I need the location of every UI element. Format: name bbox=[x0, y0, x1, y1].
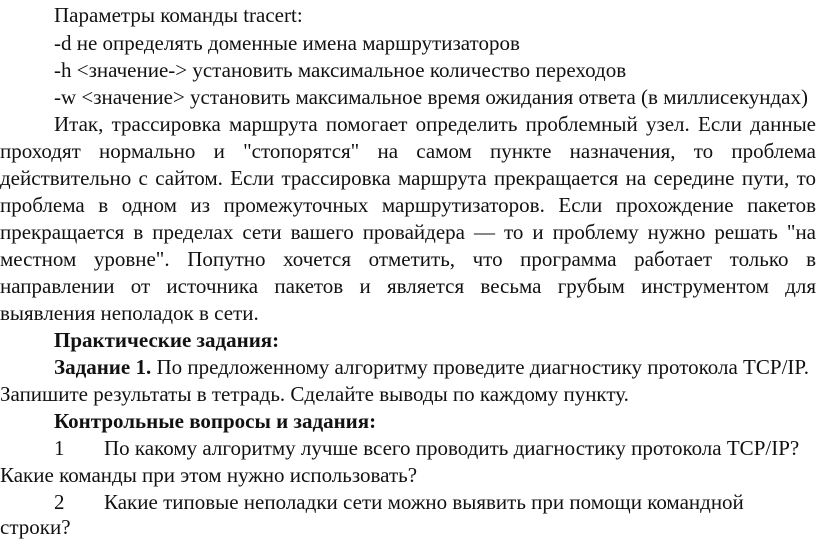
control-heading: Контрольные вопросы и задания: bbox=[54, 409, 377, 433]
paragraph-line: проходят нормально и "стопорятся" на самом пункте назначения, то проблема bbox=[0, 139, 816, 163]
paragraph-line: проблема в одном из промежуточных маршрутизаторов. Если прохождение пакетов bbox=[0, 193, 816, 217]
param-h: -h <значение-> установить максимальное количество переходов bbox=[54, 58, 627, 82]
task-text: По предложенному алгоритму проведите диагностику протокола TCP/IP. bbox=[151, 355, 809, 379]
task-1-line bbox=[0, 354, 816, 380]
paragraph-line: Итак, трассировка маршрута помогает определить проблемный узел. Если данные bbox=[54, 112, 816, 136]
paragraph-line: направлении от источника пакетов и является весьма грубым инструментом для bbox=[0, 274, 816, 298]
question-number: 2 bbox=[54, 490, 65, 514]
question-text: По какому алгоритму лучше всего проводить диагностику протокола TCP/IP? bbox=[104, 436, 800, 460]
param-d: -d не определять доменные имена маршрутизаторов bbox=[54, 31, 520, 55]
question-2 bbox=[0, 489, 816, 515]
question-1 bbox=[0, 435, 816, 461]
practical-heading: Практические задания: bbox=[54, 328, 280, 352]
paragraph-line: выявления неполадок в сети. bbox=[0, 301, 259, 325]
param-w: -w <значение> установить максимальное время ожидания ответа (в миллисекундах) bbox=[54, 85, 808, 109]
question-text: Какие типовые неполадки сети можно выявить при помощи командной bbox=[104, 490, 744, 514]
tracert-heading: Параметры команды tracert: bbox=[54, 3, 303, 27]
paragraph-line: действительно с сайтом. Если трассировка маршрута прекращается на середине пути, то bbox=[0, 166, 816, 190]
question-number: 1 bbox=[54, 436, 65, 460]
task-1-continuation: Запишите результаты в тетрадь. Сделайте выводы по каждому пункту. bbox=[0, 382, 629, 406]
paragraph-line: прекращается в пределах сети вашего провайдера — то и проблему нужно решать "на bbox=[0, 220, 816, 244]
question-2-continuation: строки? bbox=[0, 515, 71, 539]
question-1-continuation: Какие команды при этом нужно использовать? bbox=[0, 463, 418, 487]
task-label: Задание 1. bbox=[54, 355, 152, 379]
paragraph-line: местном уровне". Попутно хочется отметить, что программа работает только в bbox=[0, 247, 816, 271]
